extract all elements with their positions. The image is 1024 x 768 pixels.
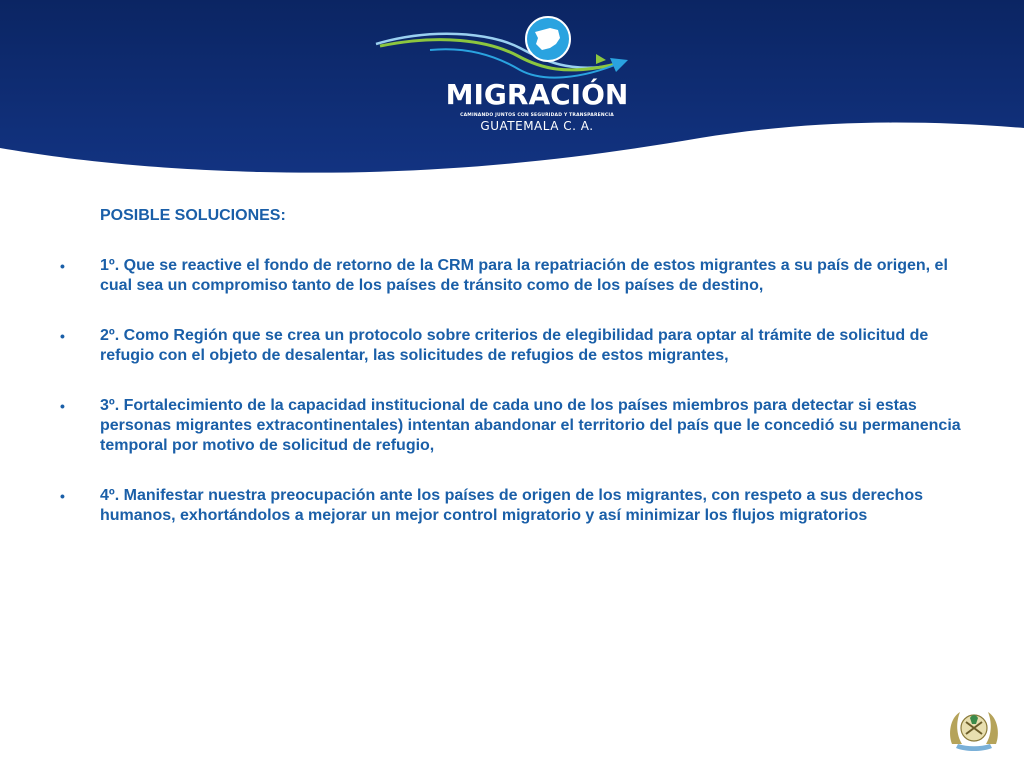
list-item [56,396,976,456]
globe-guatemala-map-icon [526,17,570,61]
slide-heading: POSIBLE SOLUCIONES: [100,207,286,224]
list-item-text: 2º. Como Región que se crea un protocolo sobre criterios de elegibilidad para optar al trámite de solicitud de refugio con el objeto de desalentar, las solicitudes de refugios de estos migrantes, [100,327,929,364]
logo-tagline: CAMINANDO JUNTOS CON SEGURIDAD Y TRANSPARENCIA [460,113,614,118]
solutions-list [56,256,976,526]
list-item-text: 3º. Fortalecimiento de la capacidad institucional de cada uno de los países miembros para detectar si estas personas migrantes extracontinentales) intentan abandonar el territorio del país que le concedió su permanencia temporal por motivo de solicitud de refugio, [100,397,961,454]
coat-of-arms-seal-icon [946,704,1002,754]
migracion-logo [370,14,640,133]
logo-country: GUATEMALA C. A. [480,119,594,133]
bullet-icon: • [60,398,65,414]
list-item [56,326,976,366]
bullet-icon: • [60,488,65,504]
list-item-text: 1º. Que se reactive el fondo de retorno de la CRM para la repatriación de estos migrantes a su país de origen, el cual sea un compromiso tanto de los países de tránsito como de los países de destino, [100,257,948,294]
slide-content [56,206,976,556]
bullet-icon: • [60,328,65,344]
logo-title: MIGRACIÓN [445,78,629,111]
list-item [56,486,976,526]
list-item-text: 4º. Manifestar nuestra preocupación ante los países de origen de los migrantes, con respeto a sus derechos humanos, exhortándolos a mejorar un mejor control migratorio y así minimizar los flujos migratorios [100,487,923,524]
list-item [56,256,976,296]
bullet-icon: • [60,258,65,274]
